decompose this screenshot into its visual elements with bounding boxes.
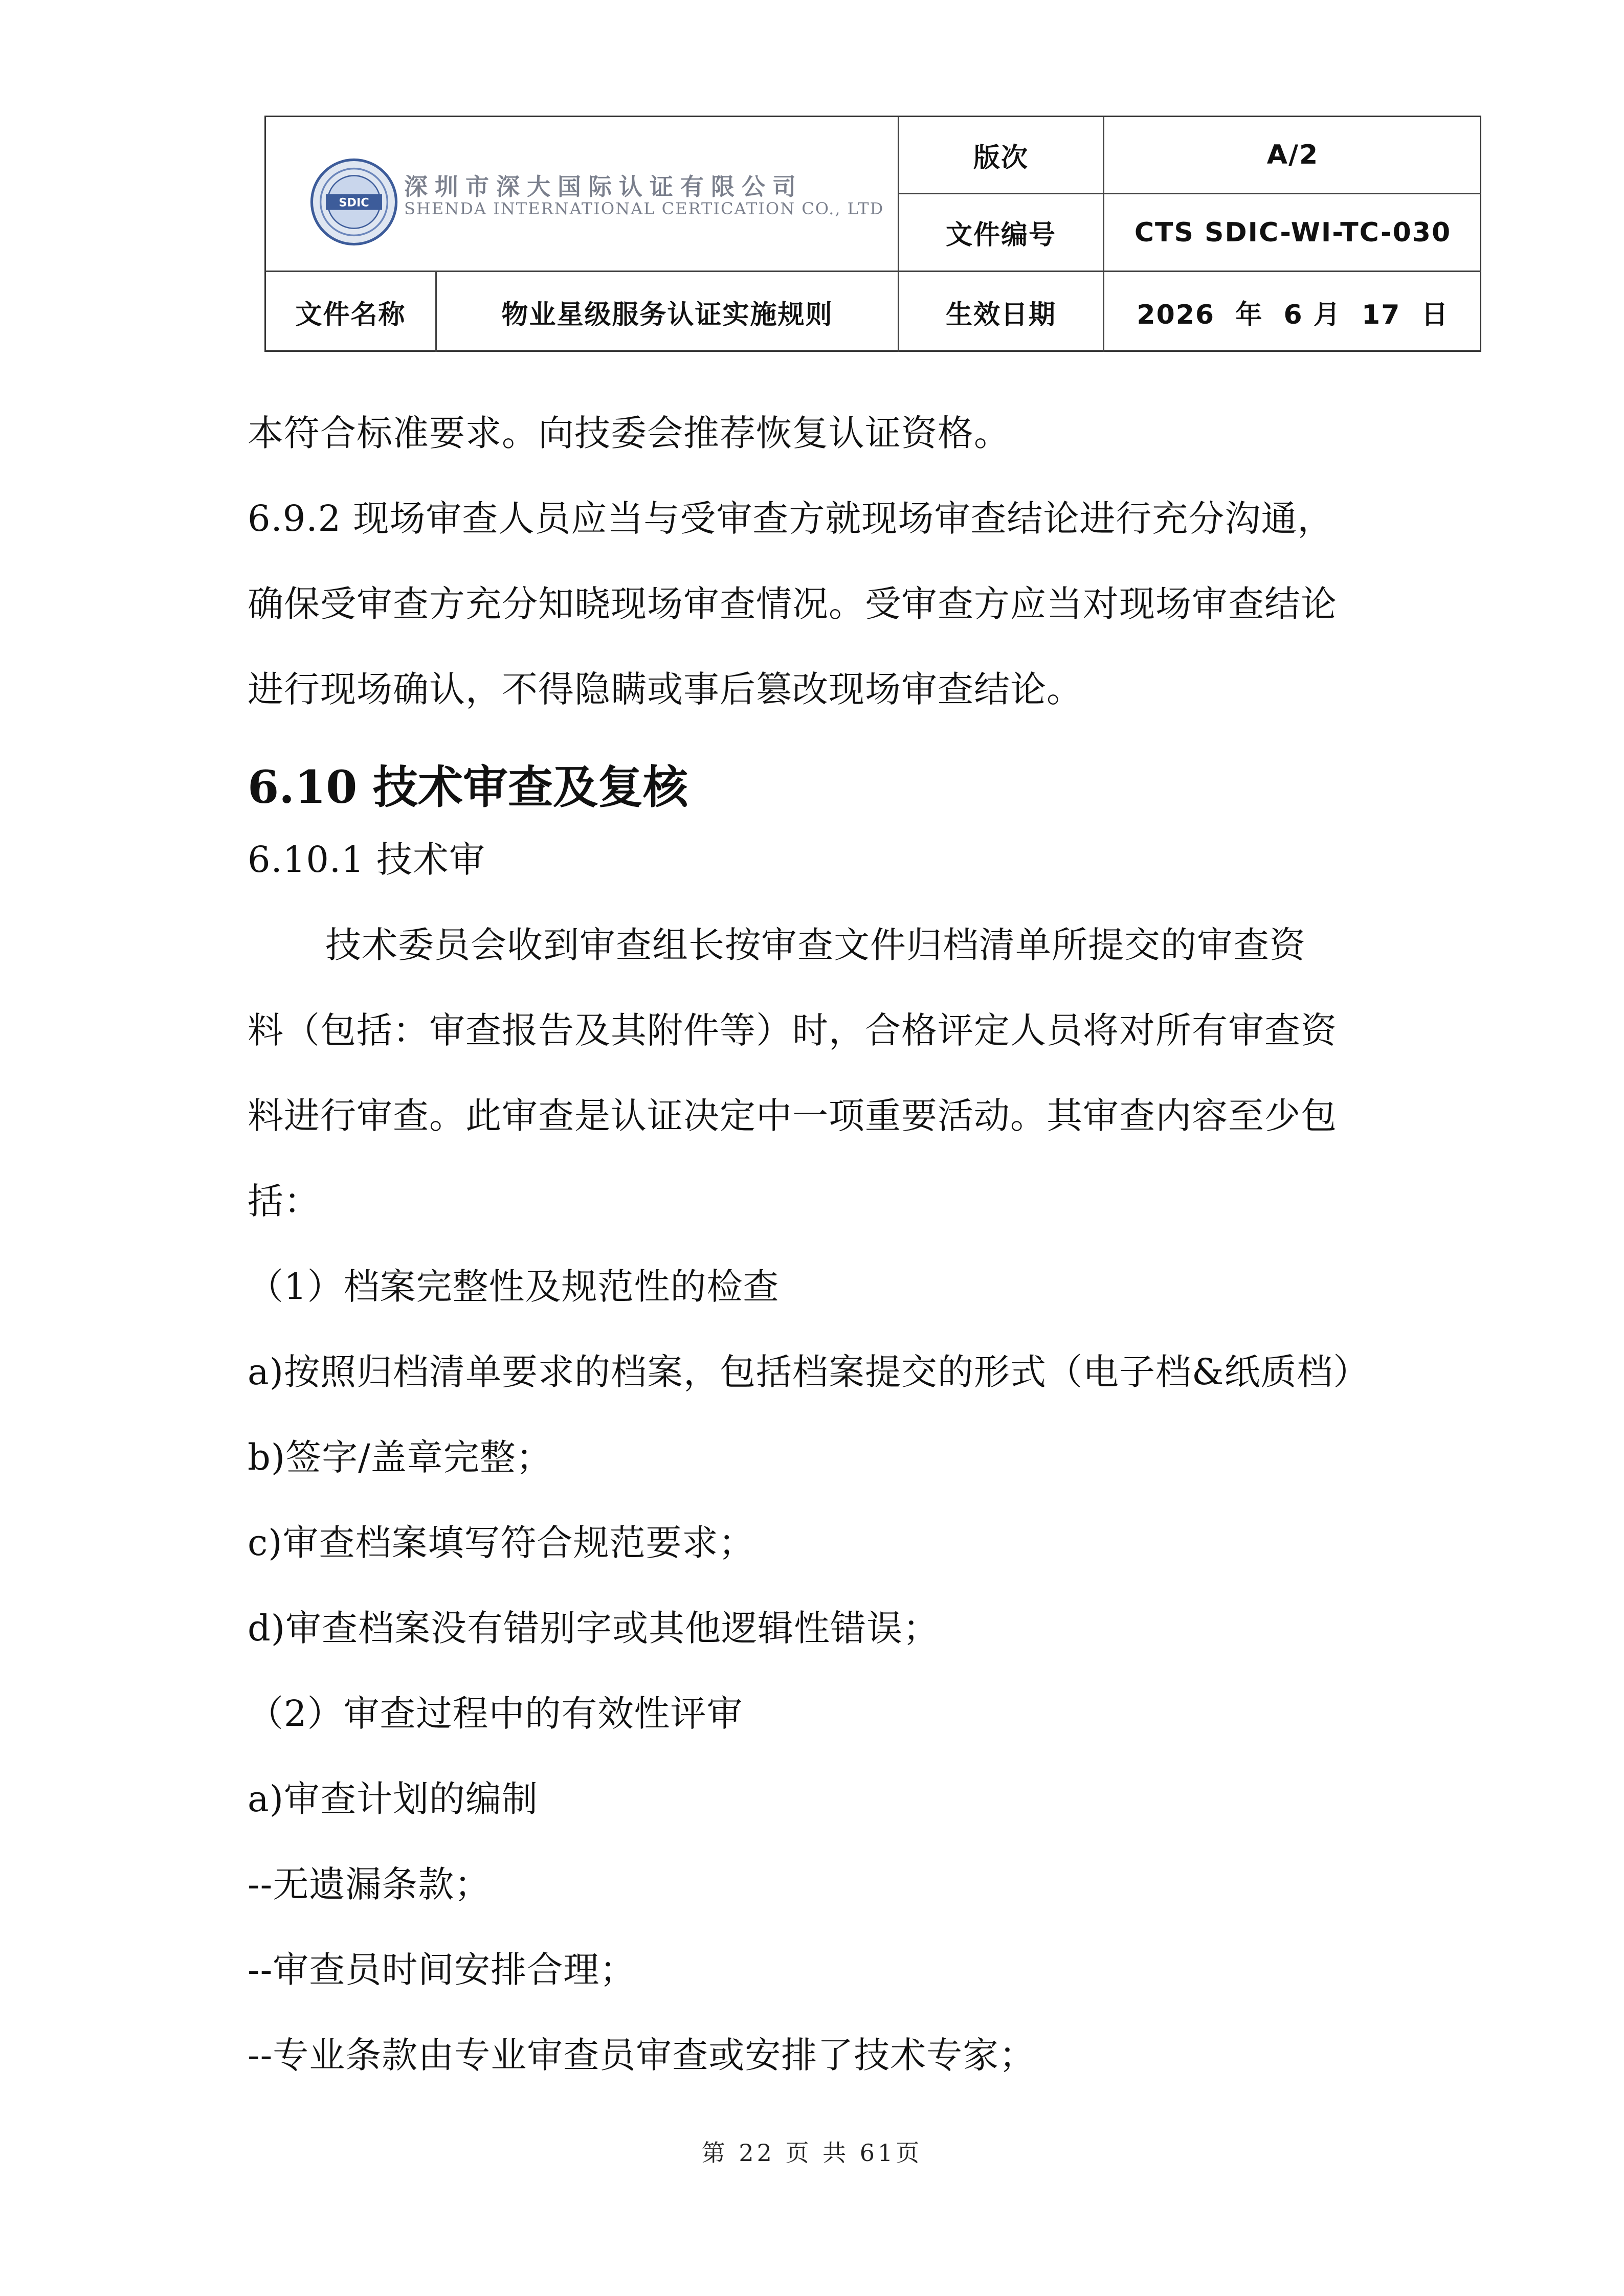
paragraph-line: 料（包括：审查报告及其附件等）时，合格评定人员将对所有审查资	[248, 1009, 1337, 1051]
list-item: --专业条款由专业审查员审查或安排了技术专家；	[248, 2034, 1036, 2076]
paragraph-line: 6.9.2 现场审查人员应当与受审查方就现场审查结论进行充分沟通，	[248, 498, 1334, 539]
paragraph-line: 进行现场确认，不得隐瞒或事后篡改现场审查结论。	[248, 668, 1083, 710]
subsection-heading-6-10-1: 6.10.1 技术审	[248, 839, 485, 881]
list-item: a)审查计划的编制	[248, 1778, 539, 1820]
effective-date-value: 2026 年 6 月 17 日	[1137, 299, 1449, 330]
doc-name-label: 文件名称	[295, 299, 406, 330]
doc-name-value: 物业星级服务认证实施规则	[501, 299, 833, 330]
paragraph-line: 料进行审查。此审查是认证决定中一项重要活动。其审查内容至少包	[248, 1095, 1337, 1137]
company-name-cn: 深圳市深大国际认证有限公司	[404, 173, 803, 200]
section-heading-6-10: 6.10 技术审查及复核	[248, 760, 688, 814]
paragraph-line: 本符合标准要求。向技委会推荐恢复认证资格。	[248, 412, 1010, 454]
list-item: --审查员时间安排合理；	[248, 1949, 636, 1991]
page-number: 第 22 页 共 61页	[701, 2139, 923, 2167]
list-item: --无遗漏条款；	[248, 1863, 491, 1905]
document-header-table	[264, 116, 1481, 352]
list-item: c)审查档案填写符合规范要求；	[248, 1522, 755, 1564]
list-heading: （2）审查过程中的有效性评审	[248, 1693, 743, 1735]
list-heading: （1）档案完整性及规范性的检查	[248, 1266, 780, 1308]
paragraph-line: 括：	[248, 1180, 320, 1222]
company-name-en: SHENDA INTERNATIONAL CERTICATION CO., LTD	[404, 199, 884, 218]
list-item: b)签字/盖章完整；	[248, 1436, 552, 1478]
list-item: a)按照归档清单要求的档案，包括档案提交的形式（电子档&纸质档）	[248, 1351, 1370, 1393]
version-value: A/2	[1266, 140, 1319, 170]
effective-date-label: 生效日期	[945, 299, 1056, 330]
logo-text: SDIC	[339, 196, 369, 210]
sdic-logo-icon	[310, 158, 398, 246]
company-logo-block	[266, 117, 898, 271]
doc-number-value: CTS SDIC-WI-TC-030	[1134, 217, 1452, 248]
paragraph-line: 确保受审查方充分知晓现场审查情况。受审查方应当对现场审查结论	[248, 583, 1337, 625]
version-label: 版次	[973, 142, 1029, 173]
list-item: d)审查档案没有错别字或其他逻辑性错误；	[248, 1607, 940, 1649]
doc-number-label: 文件编号	[945, 220, 1056, 251]
paragraph-line: 技术委员会收到审查组长按审查文件归档清单所提交的审查资	[325, 924, 1306, 966]
